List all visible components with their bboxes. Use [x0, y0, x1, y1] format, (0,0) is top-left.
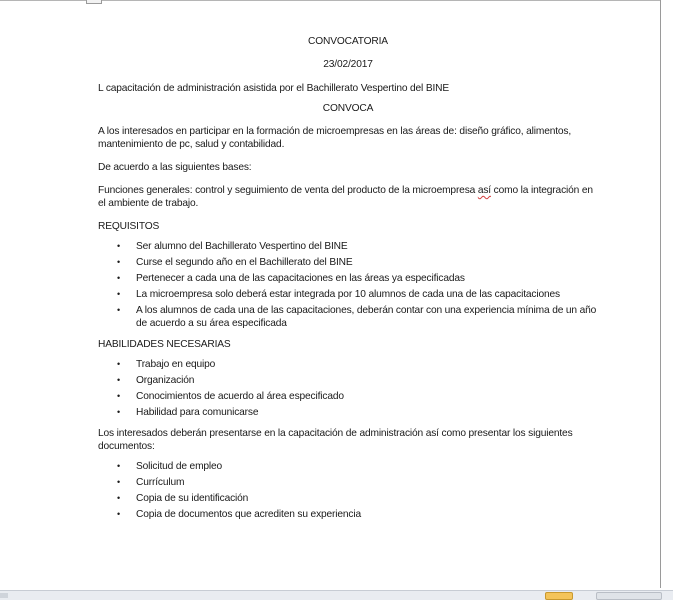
list-item — [117, 460, 598, 473]
list-item-text: Solicitud de empleo — [136, 461, 223, 472]
list-item-text: Conocimientos de acuerdo al área especificado — [136, 391, 344, 402]
ruler-tab-marker[interactable] — [86, 0, 102, 4]
bullet-icon: • — [117, 461, 121, 471]
habilidades-heading: HABILIDADES NECESARIAS — [98, 339, 231, 350]
bullet-icon: • — [117, 273, 121, 283]
list-item-text: Copia de su identificación — [136, 493, 249, 504]
requisitos-list — [98, 240, 598, 330]
bullet-icon: • — [117, 509, 121, 519]
list-item-text: Organización — [136, 375, 195, 386]
funciones-text-end: como la integración en el ambiente de trabajo. — [98, 185, 593, 209]
document-heading: CONVOCATORIA — [308, 36, 388, 47]
list-item — [117, 240, 598, 253]
list-item — [117, 476, 598, 489]
document-body[interactable] — [98, 28, 598, 524]
convoca-heading: CONVOCA — [322, 103, 374, 114]
bullet-icon: • — [117, 407, 121, 417]
list-item-text: Pertenecer a cada una de las capacitaciones en las áreas ya especificadas — [136, 273, 465, 284]
document-date: 23/02/2017 — [323, 59, 373, 70]
intro-line: L capacitación de administración asistida por el Bachillerato Vespertino del BINE — [98, 83, 450, 94]
bullet-icon: • — [117, 477, 121, 487]
list-item — [117, 358, 598, 371]
paragraph-areas: A los interesados en participar en la formación de microempresas en las áreas de: diseño gráfico, alimentos, mantenimiento de pc, salud y contabilidad. — [98, 126, 572, 150]
list-item — [117, 256, 598, 269]
list-item-text: Curse el segundo año en el Bachillerato del BINE — [136, 257, 353, 268]
bullet-icon: • — [117, 359, 121, 369]
list-item-text: A los alumnos de cada una de las capacitaciones, deberán contar con una experiencia mínima de un año de acuerdo a su área especificada — [136, 305, 597, 329]
requisitos-heading: REQUISITOS — [98, 221, 160, 232]
paragraph-documentos: Los interesados deberán presentarse en la capacitación de administración así como presentar los siguientes documentos: — [98, 428, 573, 452]
bullet-icon: • — [117, 289, 121, 299]
paragraph-funciones — [98, 184, 598, 210]
bullet-icon: • — [117, 305, 121, 315]
bullet-icon: • — [117, 241, 121, 251]
list-item-text: Copia de documentos que acrediten su experiencia — [136, 509, 361, 520]
list-item — [117, 304, 598, 330]
list-item-text: Ser alumno del Bachillerato Vespertino del BINE — [136, 241, 348, 252]
scroll-left-button[interactable] — [0, 593, 8, 598]
paragraph-bases: De acuerdo a las siguientes bases: — [98, 162, 252, 173]
list-item — [117, 288, 598, 301]
list-item — [117, 492, 598, 505]
list-item — [117, 272, 598, 285]
list-item-text: Habilidad para comunicarse — [136, 407, 259, 418]
bullet-icon: • — [117, 391, 121, 401]
list-item — [117, 508, 598, 521]
page-right-edge — [660, 0, 661, 588]
list-item — [117, 406, 598, 419]
list-item-text: Trabajo en equipo — [136, 359, 216, 370]
misspelled-word[interactable]: así — [477, 185, 491, 196]
list-item — [117, 390, 598, 403]
documentos-list — [98, 460, 598, 521]
list-item — [117, 374, 598, 387]
bullet-icon: • — [117, 257, 121, 267]
bullet-icon: • — [117, 493, 121, 503]
habilidades-list — [98, 358, 598, 419]
list-item-text: Currículum — [136, 477, 185, 488]
bullet-icon: • — [117, 375, 121, 385]
list-item-text: La microempresa solo deberá estar integrada por 10 alumnos de cada una de las capacitaciones — [136, 289, 560, 300]
funciones-text-start: Funciones generales: control y seguimiento de venta del producto de la microempresa — [98, 185, 478, 196]
